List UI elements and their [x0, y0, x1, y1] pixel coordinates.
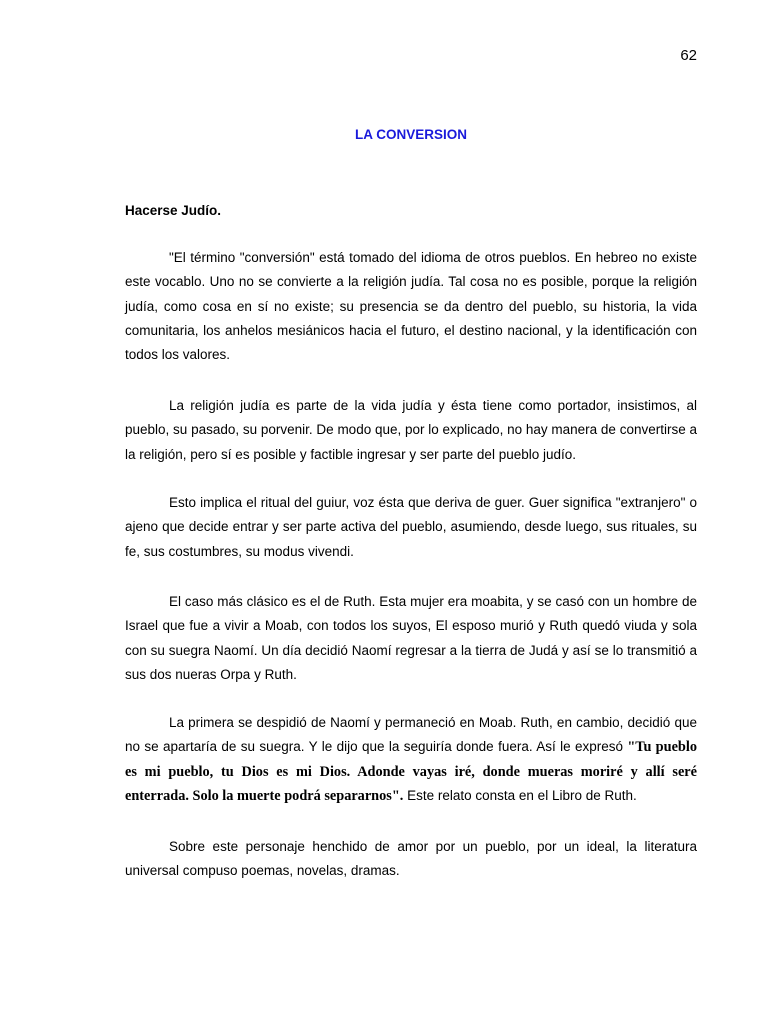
ruth-quote: "Tu pueblo es mi pueblo, tu Dios es mi Dios. Adonde vayas iré, donde mueras moriré y allí seré enterrada. Solo la muerte podrá separarnos". — [125, 739, 698, 804]
paragraph-3: Esto implica el ritual del guiur, voz ésta que deriva de guer. Guer significa "extranjero" o ajeno que decide entrar y ser parte activa del pueblo, asumiendo, desde luego, sus rituales, su fe, sus costumbres, su modus vivendi. — [125, 495, 697, 559]
paragraph-5-outro: Este relato consta en el Libro de Ruth. — [403, 787, 637, 803]
paragraph-2: La religión judía es parte de la vida judía y ésta tiene como portador, insistimos, al pueblo, su pasado, su porvenir. De modo que, por lo explicado, no hay manera de convertirse a la religión, pero sí es posible y factible ingresar y ser parte del pueblo judío. — [125, 398, 697, 462]
page-title: LA CONVERSION — [354, 127, 467, 142]
paragraph-6: Sobre este personaje henchido de amor por un pueblo, por un ideal, la literatura universal compuso poemas, novelas, dramas. — [125, 839, 697, 879]
paragraph-5-intro: La primera se despidió de Naomí y permaneció en Moab. Ruth, en cambio, decidió que no se apartaría de su suegra. Y le dijo que la seguiría donde fuera. Así le expresó — [125, 715, 697, 755]
paragraph-1: "El término "conversión" está tomado del idioma de otros pueblos. En hebreo no existe este vocablo. Uno no se convierte a la religión judía. Tal cosa no es posible, porque la religión judía, como cosa en sí no existe; su presencia se da dentro del pueblo, su historia, la vida comunitaria, los anhelos mesiánicos hacia el futuro, el destino nacional, y la identificación con todos los valores. — [125, 250, 697, 363]
section-heading: Hacerse Judío. — [125, 203, 222, 218]
paragraph-4: El caso más clásico es el de Ruth. Esta mujer era moabita, y se casó con un hombre de Israel que fue a vivir a Moab, con todos los suyos, El esposo murió y Ruth quedó viuda y sola con su suegra Naomí. Un día decidió Naomí regresar a la tierra de Judá y así se lo transmitió a sus dos nueras Orpa y Ruth. — [125, 594, 697, 682]
paragraph-5 — [125, 711, 697, 808]
page-number: 62 — [680, 47, 697, 64]
